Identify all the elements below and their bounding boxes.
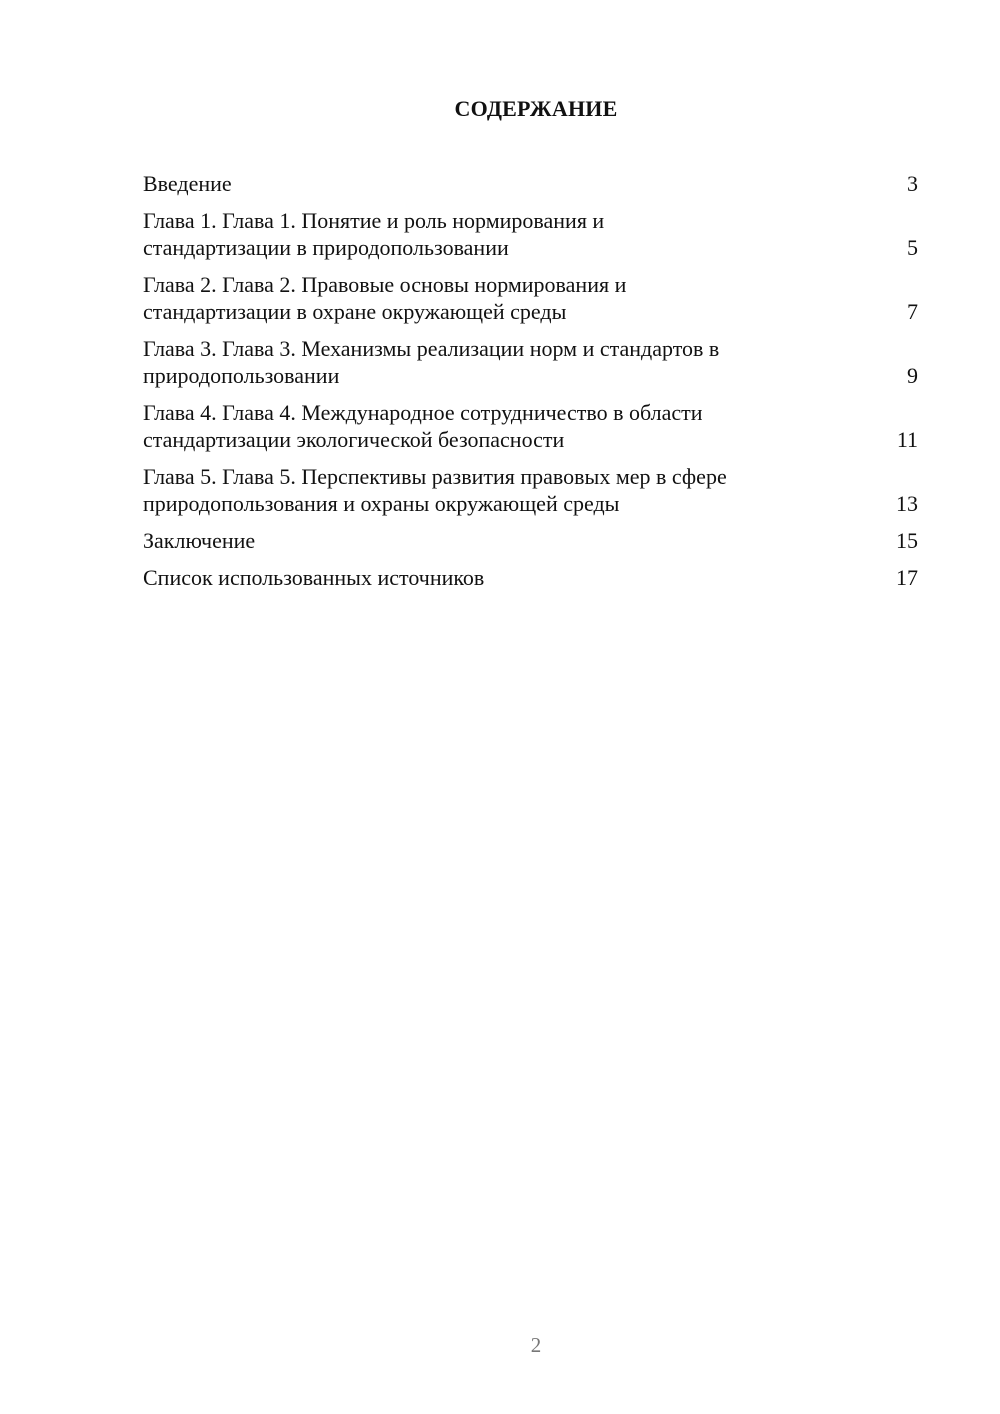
toc-entry-line: Заключение: [143, 528, 256, 553]
toc-entry-title: [143, 527, 255, 554]
toc-entry-line: Введение: [143, 171, 232, 196]
toc-entry-title: [143, 335, 719, 389]
toc-entry-chapter-1[interactable]: [143, 207, 918, 261]
page-number: 2: [530, 1333, 542, 1357]
toc-entry-line: природопользования и охраны окружающей среды: [143, 491, 620, 516]
toc-entry-title: [143, 207, 604, 261]
toc-entry-page: 9: [907, 363, 918, 388]
toc-entry-page: 17: [896, 565, 918, 590]
toc-entry-line: Глава 5. Глава 5. Перспективы развития правовых мер в сфере: [143, 464, 727, 489]
toc-entry-page: 5: [907, 235, 918, 260]
toc-entry-page: 11: [896, 427, 918, 452]
toc-entry-title: [143, 564, 484, 591]
toc-entry-page: 3: [907, 171, 918, 196]
toc-entry-line: Список использованных источников: [143, 565, 485, 590]
toc-entry-chapter-3[interactable]: [143, 335, 918, 389]
toc-list: [143, 170, 918, 601]
toc-entry-line: Глава 2. Глава 2. Правовые основы нормирования и: [143, 272, 627, 297]
toc-entry-line: стандартизации в природопользовании: [143, 235, 509, 260]
toc-entry-title: [143, 170, 232, 197]
toc-entry-page: 13: [896, 491, 918, 516]
toc-entry-line: природопользовании: [143, 363, 340, 388]
toc-entry-chapter-5[interactable]: [143, 463, 918, 517]
toc-entry-line: Глава 1. Глава 1. Понятие и роль нормирования и: [143, 208, 605, 233]
toc-entry-line: Глава 3. Глава 3. Механизмы реализации норм и стандартов в: [143, 336, 720, 361]
toc-entry-line: стандартизации в охране окружающей среды: [143, 299, 567, 324]
toc-entry-conclusion[interactable]: [143, 527, 918, 554]
toc-entry-line: Глава 4. Глава 4. Международное сотрудничество в области: [143, 400, 703, 425]
toc-entry-title: [143, 271, 626, 325]
toc-entry-references[interactable]: [143, 564, 918, 591]
toc-entry-chapter-4[interactable]: [143, 399, 918, 453]
toc-entry-page: 7: [907, 299, 918, 324]
toc-entry-chapter-2[interactable]: [143, 271, 918, 325]
toc-entry-line: стандартизации экологической безопасности: [143, 427, 565, 452]
toc-entry-page: 15: [896, 528, 918, 553]
toc-entry-introduction[interactable]: [143, 170, 918, 197]
toc-entry-title: [143, 399, 703, 453]
toc-entry-title: [143, 463, 727, 517]
toc-heading: СОДЕРЖАНИЕ: [454, 96, 618, 121]
